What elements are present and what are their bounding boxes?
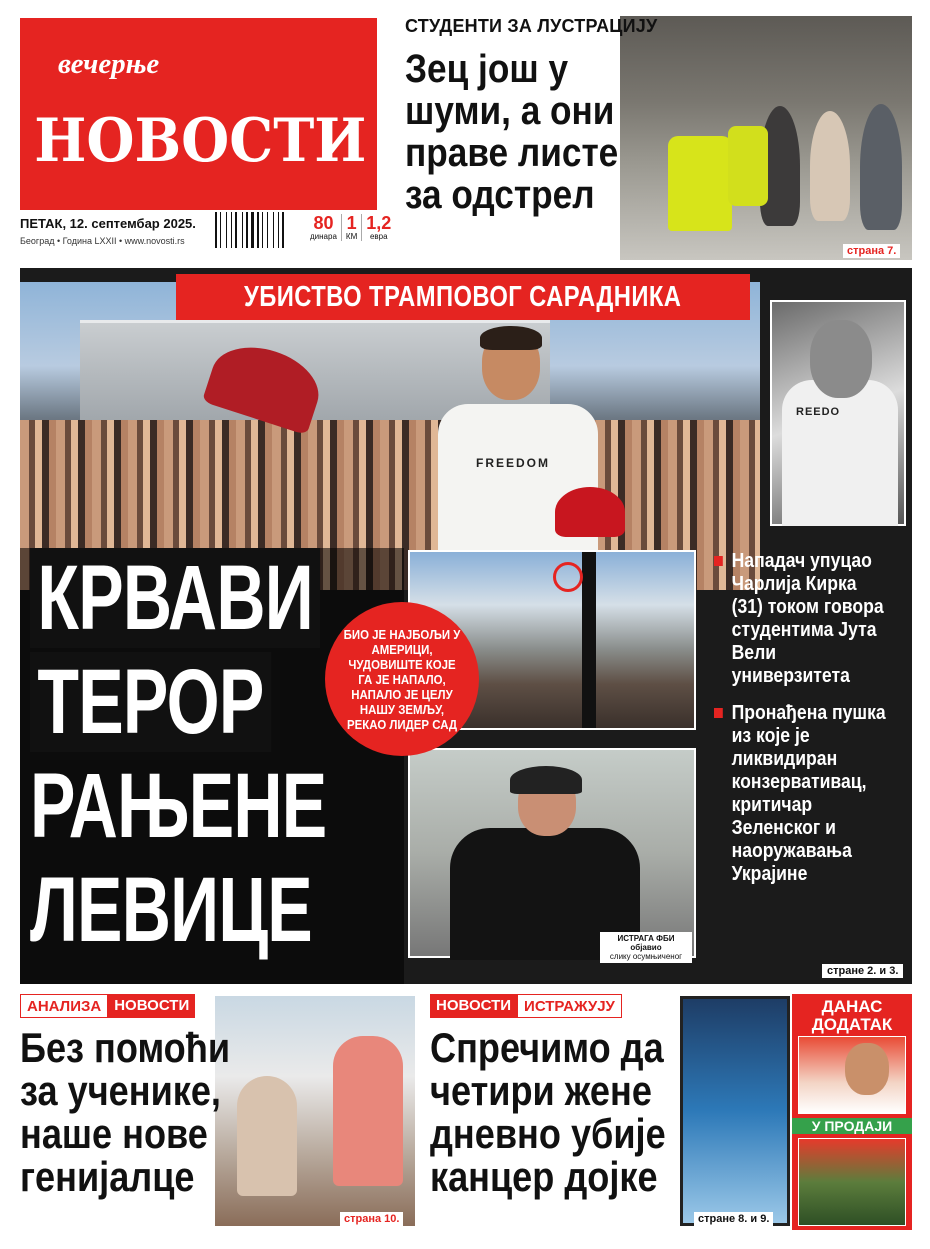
barcode-bar (220, 212, 221, 248)
main-page-ref: стране 2. и 3. (822, 964, 903, 978)
barcode-bar (226, 212, 227, 248)
headline-line: РАЊЕНЕ (30, 755, 327, 857)
headline-line: КРВАВИ (30, 548, 320, 648)
price-unit: евра (369, 232, 388, 241)
red-cap (555, 487, 625, 537)
kicker-part: ИСТРАЖУЈУ (517, 994, 622, 1018)
price-km (341, 214, 357, 241)
supplement-title: ДАНАС ДОДАТАК (811, 997, 893, 1034)
barcode-bar (260, 212, 261, 248)
headline-line: Спречимо да (430, 1024, 664, 1071)
caption-text: слику осумњиченог (609, 952, 683, 961)
issue-subline: Београд • Година LXXII • www.novosti.rs (20, 236, 185, 246)
barcode-bar (218, 212, 219, 248)
barcode-bar (231, 212, 232, 248)
analysis-kicker (20, 994, 195, 1018)
kicker-part: АНАЛИЗА (20, 994, 108, 1018)
teaser-kicker: СТУДЕНТИ ЗА ЛУСТРАЦИЈУ (405, 16, 658, 36)
main-headline[interactable] (30, 756, 431, 856)
barcode-bar (233, 212, 234, 248)
inset-shirt-text: REEDO (796, 406, 841, 418)
suspect-photo[interactable] (408, 748, 696, 958)
quote-circle (325, 602, 479, 756)
barcode-bar (269, 212, 272, 248)
price-value: 80 (313, 213, 334, 233)
barcode-bar (264, 212, 266, 248)
headline-line: наше нове (20, 1110, 208, 1157)
bullet-list (714, 550, 910, 900)
magazine-cover[interactable] (798, 1138, 906, 1226)
vest-figure (668, 136, 732, 231)
barcode-bar (280, 212, 281, 248)
headline-line: ЛЕВИЦЕ (30, 859, 312, 961)
supplement-cover[interactable] (798, 1036, 906, 1114)
barcode-bar (246, 212, 248, 248)
investigation-kicker (430, 994, 622, 1018)
photo-caption (600, 932, 692, 963)
analysis-page-ref: страна 10. (340, 1212, 403, 1226)
kicker-part: НОВОСТИ (430, 994, 517, 1018)
price-unit: динара (310, 232, 337, 241)
price-value: 1 (346, 213, 357, 233)
barcode-bar (257, 212, 259, 248)
headline-line: генијалце (20, 1153, 195, 1200)
barcode-bar (255, 212, 256, 248)
teaser-headline[interactable]: Зец још у шуми, а они праве листе за одстрел (405, 47, 619, 217)
price-euro (361, 214, 391, 241)
barcode-bar (249, 212, 250, 248)
main-supertitle (176, 274, 750, 320)
investigation-headline[interactable] (430, 1024, 666, 1200)
shirt-text: FREEDOM (476, 456, 550, 470)
price-unit: КМ (345, 232, 358, 241)
caption-bold: ИСТРАГА ФБИ објавио (617, 934, 675, 952)
inset-photo[interactable] (770, 300, 906, 526)
barcode-bar (267, 212, 268, 248)
barcode-bar (215, 212, 217, 248)
barcode-bar (282, 212, 284, 248)
headline-line: за ученике, (20, 1067, 221, 1114)
mammogram-photo[interactable] (680, 996, 790, 1226)
barcode-bar (238, 212, 241, 248)
investigation-page-ref: стране 8. и 9. (694, 1212, 773, 1226)
issue-date: ПЕТАК, 12. септембар 2025. (20, 216, 196, 231)
barcode-bar (235, 212, 237, 248)
supertitle-text: УБИСТВО ТРАМПОВОГ САРАДНИКА (244, 281, 682, 313)
main-headline[interactable] (30, 860, 411, 960)
price-value: 1,2 (366, 213, 392, 233)
barcode-bar (222, 212, 225, 248)
students-photo[interactable] (215, 996, 415, 1226)
barcode-bar (251, 212, 254, 248)
teaser-page-ref: страна 7. (843, 244, 900, 258)
teaser-photo[interactable] (620, 16, 912, 260)
on-sale-label: У ПРОДАЈИ (792, 1118, 912, 1134)
barcode-bar (262, 212, 263, 248)
barcode-bar (242, 212, 243, 248)
headline-line: канцер дојке (430, 1153, 658, 1200)
barcode-bar (275, 212, 277, 248)
barcode-image (215, 212, 305, 248)
barcode-bar (228, 212, 230, 248)
headline-line: четири жене (430, 1067, 652, 1114)
price-box (310, 214, 391, 241)
barcode-bar (244, 212, 245, 248)
masthead-small-title: вечерње (58, 48, 160, 80)
bullet-item: Пронађена пушка из које је ликвидиран конзервативац, критичар Зеленског и наоружавања Украјине (714, 702, 886, 886)
masthead-title: НОВОСТИ (34, 106, 367, 176)
highlight-circle (553, 562, 583, 592)
vest-figure (728, 126, 768, 206)
headline-line: Без помоћи (20, 1024, 231, 1071)
analysis-headline[interactable] (20, 1026, 235, 1198)
masthead[interactable] (20, 18, 377, 210)
headline-line: дневно убије (430, 1110, 666, 1157)
headline-line: ТЕРОР (30, 652, 271, 752)
barcode-bar (278, 212, 279, 248)
kicker-part: НОВОСТИ (108, 994, 195, 1018)
main-headline[interactable] (30, 652, 356, 752)
price-dinar (310, 214, 337, 241)
quote-text: БИО ЈЕ НАЈБОЉИ У АМЕРИЦИ, ЧУДОВИШТЕ КОЈЕ ГА ЈЕ НАПАЛО, НАПАЛО ЈЕ ЦЕЛУ НАШУ ЗЕМЉУ, РЕКАО ЛИДЕР САД (343, 626, 461, 732)
barcode-bar (273, 212, 274, 248)
bullet-item: Нападач упуцао Чарлија Кирка (31) током говора студентима Јута Вели универзитета (714, 550, 886, 688)
